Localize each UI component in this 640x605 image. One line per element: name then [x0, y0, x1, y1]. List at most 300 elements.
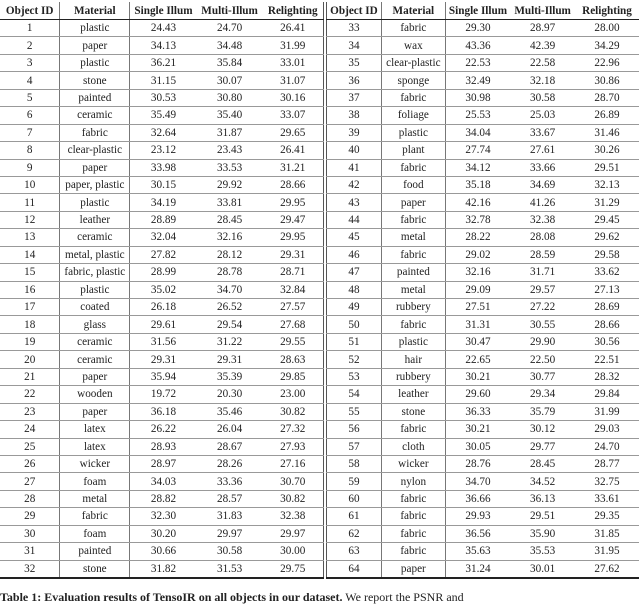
cell-material: paper: [381, 194, 445, 211]
cell-object-id: 54: [327, 386, 382, 403]
table-row: [327, 473, 640, 490]
cell-single-illum: 30.15: [130, 176, 197, 193]
cell-object-id: 53: [327, 368, 382, 385]
table-row: [0, 525, 324, 542]
cell-single-illum: 32.04: [130, 229, 197, 246]
table-row: [327, 368, 640, 385]
cell-multi-illum: 30.77: [510, 368, 575, 385]
cell-multi-illum: 34.52: [510, 473, 575, 490]
cell-multi-illum: 26.04: [197, 421, 263, 438]
cell-object-id: 48: [327, 281, 382, 298]
cell-multi-illum: 31.87: [197, 124, 263, 141]
cell-object-id: 26: [0, 455, 60, 472]
cell-multi-illum: 30.58: [510, 89, 575, 106]
header-row: [0, 2, 324, 20]
cell-material: wicker: [60, 455, 130, 472]
cell-material: fabric: [381, 508, 445, 525]
cell-single-illum: 29.30: [445, 20, 510, 37]
table-row: [0, 20, 324, 37]
cell-multi-illum: 35.40: [197, 107, 263, 124]
table-row: [327, 508, 640, 525]
cell-object-id: 8: [0, 142, 60, 159]
cell-multi-illum: 31.22: [197, 333, 263, 350]
cell-single-illum: 34.04: [445, 124, 510, 141]
table-row: [0, 194, 324, 211]
table-row: [0, 543, 324, 560]
cell-object-id: 50: [327, 316, 382, 333]
cell-material: plastic: [60, 54, 130, 71]
cell-material: plastic: [381, 124, 445, 141]
cell-relighting: 28.66: [575, 316, 639, 333]
cell-single-illum: 35.02: [130, 281, 197, 298]
cell-relighting: 33.62: [575, 264, 639, 281]
cell-relighting: 29.55: [263, 333, 324, 350]
cell-object-id: 15: [0, 264, 60, 281]
header-single-illum: Single Illum: [445, 2, 510, 20]
cell-material: rubbery: [381, 299, 445, 316]
cell-material: foam: [60, 473, 130, 490]
results-table-right: [326, 2, 639, 579]
cell-object-id: 1: [0, 20, 60, 37]
cell-object-id: 30: [0, 525, 60, 542]
table-row: [327, 525, 640, 542]
cell-relighting: 30.56: [575, 333, 639, 350]
cell-material: stone: [60, 560, 130, 578]
cell-relighting: 31.95: [575, 543, 639, 560]
cell-multi-illum: 20.30: [197, 386, 263, 403]
cell-single-illum: 34.03: [130, 473, 197, 490]
cell-object-id: 29: [0, 508, 60, 525]
table-row: [327, 438, 640, 455]
cell-single-illum: 30.05: [445, 438, 510, 455]
cell-single-illum: 32.49: [445, 72, 510, 89]
table-row: [0, 72, 324, 89]
cell-material: fabric: [381, 316, 445, 333]
cell-material: fabric: [381, 89, 445, 106]
cell-multi-illum: 35.79: [510, 403, 575, 420]
cell-single-illum: 30.21: [445, 368, 510, 385]
cell-multi-illum: 42.39: [510, 37, 575, 54]
cell-multi-illum: 30.55: [510, 316, 575, 333]
header-relighting: Relighting: [263, 2, 324, 20]
cell-material: painted: [60, 89, 130, 106]
table-row: [0, 264, 324, 281]
cell-object-id: 2: [0, 37, 60, 54]
cell-multi-illum: 33.81: [197, 194, 263, 211]
cell-object-id: 52: [327, 351, 382, 368]
cell-relighting: 24.70: [575, 438, 639, 455]
cell-object-id: 63: [327, 543, 382, 560]
header-single-illum: Single Illum: [130, 2, 197, 20]
table-row: [327, 176, 640, 193]
cell-object-id: 28: [0, 490, 60, 507]
cell-multi-illum: 35.46: [197, 403, 263, 420]
cell-multi-illum: 28.78: [197, 264, 263, 281]
cell-relighting: 29.51: [575, 159, 639, 176]
header-multi-illum: Multi-Illum: [510, 2, 575, 20]
cell-single-illum: 36.33: [445, 403, 510, 420]
cell-relighting: 28.00: [575, 20, 639, 37]
table-row: [327, 299, 640, 316]
cell-relighting: 33.07: [263, 107, 324, 124]
table-row: [0, 455, 324, 472]
cell-multi-illum: 29.90: [510, 333, 575, 350]
table-row: [0, 438, 324, 455]
cell-multi-illum: 29.92: [197, 176, 263, 193]
cell-multi-illum: 32.38: [510, 211, 575, 228]
cell-single-illum: 31.31: [445, 316, 510, 333]
cell-object-id: 33: [327, 20, 382, 37]
table-row: [0, 89, 324, 106]
cell-multi-illum: 27.22: [510, 299, 575, 316]
cell-multi-illum: 27.61: [510, 142, 575, 159]
cell-object-id: 31: [0, 543, 60, 560]
table-row: [327, 142, 640, 159]
cell-relighting: 29.75: [263, 560, 324, 578]
cell-multi-illum: 22.50: [510, 351, 575, 368]
cell-relighting: 32.84: [263, 281, 324, 298]
cell-object-id: 64: [327, 560, 382, 578]
cell-multi-illum: 33.53: [197, 159, 263, 176]
cell-multi-illum: 28.12: [197, 246, 263, 263]
cell-material: fabric: [381, 543, 445, 560]
table-row: [0, 281, 324, 298]
cell-object-id: 61: [327, 508, 382, 525]
cell-material: painted: [381, 264, 445, 281]
cell-object-id: 24: [0, 421, 60, 438]
cell-multi-illum: 34.48: [197, 37, 263, 54]
table-row: [327, 72, 640, 89]
cell-single-illum: 31.82: [130, 560, 197, 578]
cell-multi-illum: 33.66: [510, 159, 575, 176]
cell-object-id: 38: [327, 107, 382, 124]
cell-object-id: 17: [0, 299, 60, 316]
table-row: [0, 421, 324, 438]
table-row: [0, 386, 324, 403]
cell-object-id: 19: [0, 333, 60, 350]
cell-relighting: 29.65: [263, 124, 324, 141]
cell-multi-illum: 28.57: [197, 490, 263, 507]
cell-single-illum: 36.66: [445, 490, 510, 507]
cell-multi-illum: 34.70: [197, 281, 263, 298]
cell-multi-illum: 35.39: [197, 368, 263, 385]
cell-relighting: 29.97: [263, 525, 324, 542]
cell-relighting: 29.31: [263, 246, 324, 263]
header-material: Material: [381, 2, 445, 20]
table-row: [0, 229, 324, 246]
cell-relighting: 31.29: [575, 194, 639, 211]
cell-single-illum: 36.21: [130, 54, 197, 71]
cell-single-illum: 36.56: [445, 525, 510, 542]
cell-material: fabric: [381, 421, 445, 438]
cell-material: fabric: [60, 124, 130, 141]
table-row: [327, 54, 640, 71]
cell-single-illum: 32.16: [445, 264, 510, 281]
cell-relighting: 31.46: [575, 124, 639, 141]
cell-material: fabric: [381, 20, 445, 37]
cell-material: plastic: [60, 281, 130, 298]
cell-multi-illum: 28.26: [197, 455, 263, 472]
cell-object-id: 41: [327, 159, 382, 176]
cell-material: leather: [60, 211, 130, 228]
cell-multi-illum: 29.77: [510, 438, 575, 455]
table-caption: [0, 590, 464, 605]
cell-single-illum: 34.13: [130, 37, 197, 54]
cell-relighting: 28.77: [575, 455, 639, 472]
cell-object-id: 37: [327, 89, 382, 106]
cell-material: ceramic: [60, 333, 130, 350]
table-row: [327, 37, 640, 54]
header-row: [327, 2, 640, 20]
cell-single-illum: 29.02: [445, 246, 510, 263]
table-row: [327, 490, 640, 507]
cell-multi-illum: 31.83: [197, 508, 263, 525]
cell-single-illum: 30.53: [130, 89, 197, 106]
cell-material: ceramic: [60, 229, 130, 246]
table-row: [327, 194, 640, 211]
table-row: [0, 351, 324, 368]
header-multi-illum: Multi-Illum: [197, 2, 263, 20]
cell-single-illum: 23.12: [130, 142, 197, 159]
cell-material: paper: [60, 368, 130, 385]
cell-relighting: 34.29: [575, 37, 639, 54]
table-row: [0, 176, 324, 193]
cell-relighting: 28.71: [263, 264, 324, 281]
table-row: [0, 54, 324, 71]
cell-multi-illum: 30.07: [197, 72, 263, 89]
cell-single-illum: 29.09: [445, 281, 510, 298]
cell-single-illum: 29.31: [130, 351, 197, 368]
cell-relighting: 27.62: [575, 560, 639, 578]
header-material: Material: [60, 2, 130, 20]
header-relighting: Relighting: [575, 2, 639, 20]
cell-multi-illum: 28.45: [510, 455, 575, 472]
cell-relighting: 29.03: [575, 421, 639, 438]
cell-relighting: 29.35: [575, 508, 639, 525]
cell-multi-illum: 29.57: [510, 281, 575, 298]
cell-multi-illum: 33.36: [197, 473, 263, 490]
table-row: [327, 159, 640, 176]
cell-multi-illum: 29.31: [197, 351, 263, 368]
cell-single-illum: 32.64: [130, 124, 197, 141]
cell-relighting: 28.32: [575, 368, 639, 385]
cell-single-illum: 22.65: [445, 351, 510, 368]
cell-multi-illum: 30.80: [197, 89, 263, 106]
cell-object-id: 60: [327, 490, 382, 507]
table-row: [327, 543, 640, 560]
cell-object-id: 20: [0, 351, 60, 368]
cell-single-illum: 34.12: [445, 159, 510, 176]
cell-object-id: 51: [327, 333, 382, 350]
cell-relighting: 29.84: [575, 386, 639, 403]
cell-object-id: 3: [0, 54, 60, 71]
cell-single-illum: 27.74: [445, 142, 510, 159]
header-object-id: Object ID: [0, 2, 60, 20]
cell-material: latex: [60, 438, 130, 455]
cell-relighting: 29.58: [575, 246, 639, 263]
table-row: [0, 159, 324, 176]
cell-material: paper: [60, 37, 130, 54]
cell-single-illum: 24.43: [130, 20, 197, 37]
cell-material: fabric: [381, 211, 445, 228]
cell-multi-illum: 22.58: [510, 54, 575, 71]
cell-relighting: 26.89: [575, 107, 639, 124]
cell-multi-illum: 28.67: [197, 438, 263, 455]
cell-relighting: 32.38: [263, 508, 324, 525]
cell-object-id: 40: [327, 142, 382, 159]
cell-relighting: 32.75: [575, 473, 639, 490]
cell-material: hair: [381, 351, 445, 368]
cell-single-illum: 32.78: [445, 211, 510, 228]
cell-single-illum: 28.99: [130, 264, 197, 281]
cell-relighting: 27.16: [263, 455, 324, 472]
cell-object-id: 43: [327, 194, 382, 211]
cell-relighting: 23.00: [263, 386, 324, 403]
cell-object-id: 18: [0, 316, 60, 333]
cell-multi-illum: 28.59: [510, 246, 575, 263]
cell-relighting: 30.26: [575, 142, 639, 159]
cell-material: fabric: [381, 490, 445, 507]
cell-relighting: 29.95: [263, 229, 324, 246]
cell-object-id: 62: [327, 525, 382, 542]
cell-single-illum: 22.53: [445, 54, 510, 71]
cell-object-id: 34: [327, 37, 382, 54]
table-row: [327, 403, 640, 420]
cell-single-illum: 28.82: [130, 490, 197, 507]
table-row: [0, 107, 324, 124]
cell-single-illum: 30.47: [445, 333, 510, 350]
header-object-id: Object ID: [327, 2, 382, 20]
cell-relighting: 30.86: [575, 72, 639, 89]
cell-relighting: 31.99: [575, 403, 639, 420]
table-row: [327, 124, 640, 141]
cell-relighting: 27.32: [263, 421, 324, 438]
cell-single-illum: 42.16: [445, 194, 510, 211]
cell-object-id: 58: [327, 455, 382, 472]
table-row: [0, 490, 324, 507]
cell-object-id: 42: [327, 176, 382, 193]
cell-relighting: 29.85: [263, 368, 324, 385]
cell-material: fabric: [381, 525, 445, 542]
table-row: [0, 403, 324, 420]
cell-single-illum: 35.63: [445, 543, 510, 560]
cell-object-id: 21: [0, 368, 60, 385]
cell-object-id: 47: [327, 264, 382, 281]
cell-single-illum: 30.21: [445, 421, 510, 438]
cell-multi-illum: 31.71: [510, 264, 575, 281]
cell-single-illum: 28.76: [445, 455, 510, 472]
cell-relighting: 31.99: [263, 37, 324, 54]
cell-object-id: 5: [0, 89, 60, 106]
table-row: [0, 333, 324, 350]
cell-relighting: 22.96: [575, 54, 639, 71]
results-table-left: [0, 2, 324, 579]
table-row: [327, 229, 640, 246]
table-row: [327, 560, 640, 578]
table-row: [0, 473, 324, 490]
table-row: [0, 368, 324, 385]
cell-material: sponge: [381, 72, 445, 89]
cell-object-id: 59: [327, 473, 382, 490]
cell-relighting: 28.70: [575, 89, 639, 106]
cell-multi-illum: 29.51: [510, 508, 575, 525]
caption-title: Evaluation results of TensoIR on all objects in our dataset.: [44, 590, 343, 604]
table-row: [327, 455, 640, 472]
cell-single-illum: 19.72: [130, 386, 197, 403]
cell-single-illum: 34.19: [130, 194, 197, 211]
cell-relighting: 33.01: [263, 54, 324, 71]
cell-multi-illum: 35.84: [197, 54, 263, 71]
cell-object-id: 13: [0, 229, 60, 246]
cell-single-illum: 25.53: [445, 107, 510, 124]
table-row: [0, 508, 324, 525]
cell-material: paper, plastic: [60, 176, 130, 193]
cell-multi-illum: 32.16: [197, 229, 263, 246]
cell-material: paper: [381, 560, 445, 578]
cell-material: clear-plastic: [60, 142, 130, 159]
cell-material: food: [381, 176, 445, 193]
results-table-container: [0, 2, 640, 579]
table-row: [327, 20, 640, 37]
table-row: [327, 333, 640, 350]
table-row: [327, 264, 640, 281]
cell-object-id: 10: [0, 176, 60, 193]
cell-object-id: 14: [0, 246, 60, 263]
cell-object-id: 44: [327, 211, 382, 228]
cell-relighting: 31.21: [263, 159, 324, 176]
cell-material: coated: [60, 299, 130, 316]
cell-single-illum: 33.98: [130, 159, 197, 176]
cell-relighting: 27.68: [263, 316, 324, 333]
cell-material: clear-plastic: [381, 54, 445, 71]
cell-relighting: 27.57: [263, 299, 324, 316]
cell-multi-illum: 26.52: [197, 299, 263, 316]
cell-multi-illum: 32.18: [510, 72, 575, 89]
cell-single-illum: 32.30: [130, 508, 197, 525]
cell-single-illum: 43.36: [445, 37, 510, 54]
cell-single-illum: 29.93: [445, 508, 510, 525]
cell-single-illum: 35.94: [130, 368, 197, 385]
cell-relighting: 28.63: [263, 351, 324, 368]
cell-multi-illum: 25.03: [510, 107, 575, 124]
cell-single-illum: 31.15: [130, 72, 197, 89]
table-row: [327, 246, 640, 263]
cell-relighting: 32.13: [575, 176, 639, 193]
cell-single-illum: 31.56: [130, 333, 197, 350]
cell-relighting: 26.41: [263, 142, 324, 159]
cell-material: rubbery: [381, 368, 445, 385]
cell-material: metal: [60, 490, 130, 507]
cell-relighting: 29.47: [263, 211, 324, 228]
table-row: [327, 89, 640, 106]
cell-single-illum: 28.93: [130, 438, 197, 455]
cell-material: wax: [381, 37, 445, 54]
cell-multi-illum: 28.45: [197, 211, 263, 228]
cell-multi-illum: 41.26: [510, 194, 575, 211]
table-row: [0, 37, 324, 54]
cell-material: fabric: [381, 159, 445, 176]
cell-single-illum: 29.60: [445, 386, 510, 403]
cell-single-illum: 28.97: [130, 455, 197, 472]
cell-multi-illum: 35.53: [510, 543, 575, 560]
cell-object-id: 22: [0, 386, 60, 403]
cell-object-id: 16: [0, 281, 60, 298]
cell-object-id: 25: [0, 438, 60, 455]
cell-material: leather: [381, 386, 445, 403]
cell-material: wooden: [60, 386, 130, 403]
table-row: [327, 281, 640, 298]
cell-relighting: 30.16: [263, 89, 324, 106]
